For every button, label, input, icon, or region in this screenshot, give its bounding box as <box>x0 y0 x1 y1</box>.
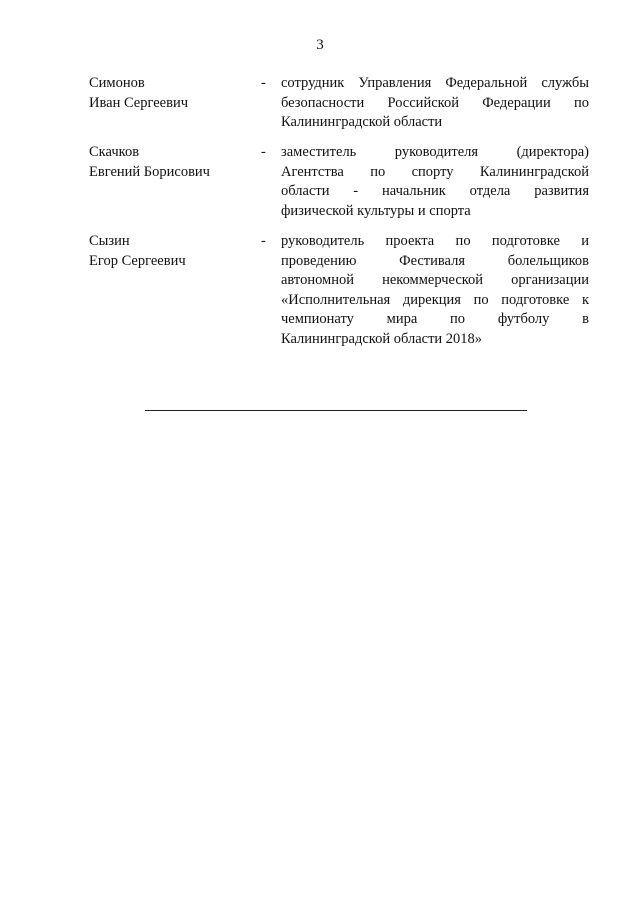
position-line: Калининградской области <box>281 114 443 130</box>
position-line: безопасности Российской Федерации по <box>281 94 589 111</box>
member-position <box>281 232 589 349</box>
member-given-names: Егор Сергеевич <box>89 252 186 269</box>
separator-dash: - <box>261 233 266 249</box>
position-line: «Исполнительная дирекция по подготовке к <box>281 291 589 308</box>
position-line: сотрудник Управления Федеральной службы <box>281 75 589 91</box>
member-position <box>281 74 589 133</box>
member-name <box>89 232 254 271</box>
member-surname: Симонов <box>89 75 145 91</box>
member-given-names: Евгений Борисович <box>89 163 210 180</box>
position-line: чемпионату мира по футболу в <box>281 311 589 327</box>
position-line: автономной некоммерческой организации <box>281 272 589 288</box>
position-line: Калининградской области 2018» <box>281 330 483 347</box>
separator-dash: - <box>261 144 266 160</box>
position-line: проведению Фестиваля болельщиков <box>281 252 589 269</box>
position-line: Агентства по спорту Калининградской <box>281 163 589 180</box>
position-line: заместитель руководителя (директора) <box>281 144 589 160</box>
member-entry-skachkov <box>89 143 589 223</box>
page-number: 3 <box>316 37 324 53</box>
member-entry-simonov <box>89 74 589 134</box>
position-line: руководитель проекта по подготовке и <box>281 233 589 249</box>
member-position <box>281 143 589 221</box>
closing-rule <box>145 410 527 411</box>
member-entry-syzin <box>89 232 589 352</box>
member-name <box>89 74 254 113</box>
member-surname: Сызин <box>89 233 130 249</box>
member-given-names: Иван Сергеевич <box>89 94 189 111</box>
member-name <box>89 143 254 182</box>
position-line: области - начальник отдела развития <box>281 183 589 199</box>
member-surname: Скачков <box>89 144 140 160</box>
separator-dash: - <box>261 75 266 91</box>
position-line: физической культуры и спорта <box>281 202 471 219</box>
